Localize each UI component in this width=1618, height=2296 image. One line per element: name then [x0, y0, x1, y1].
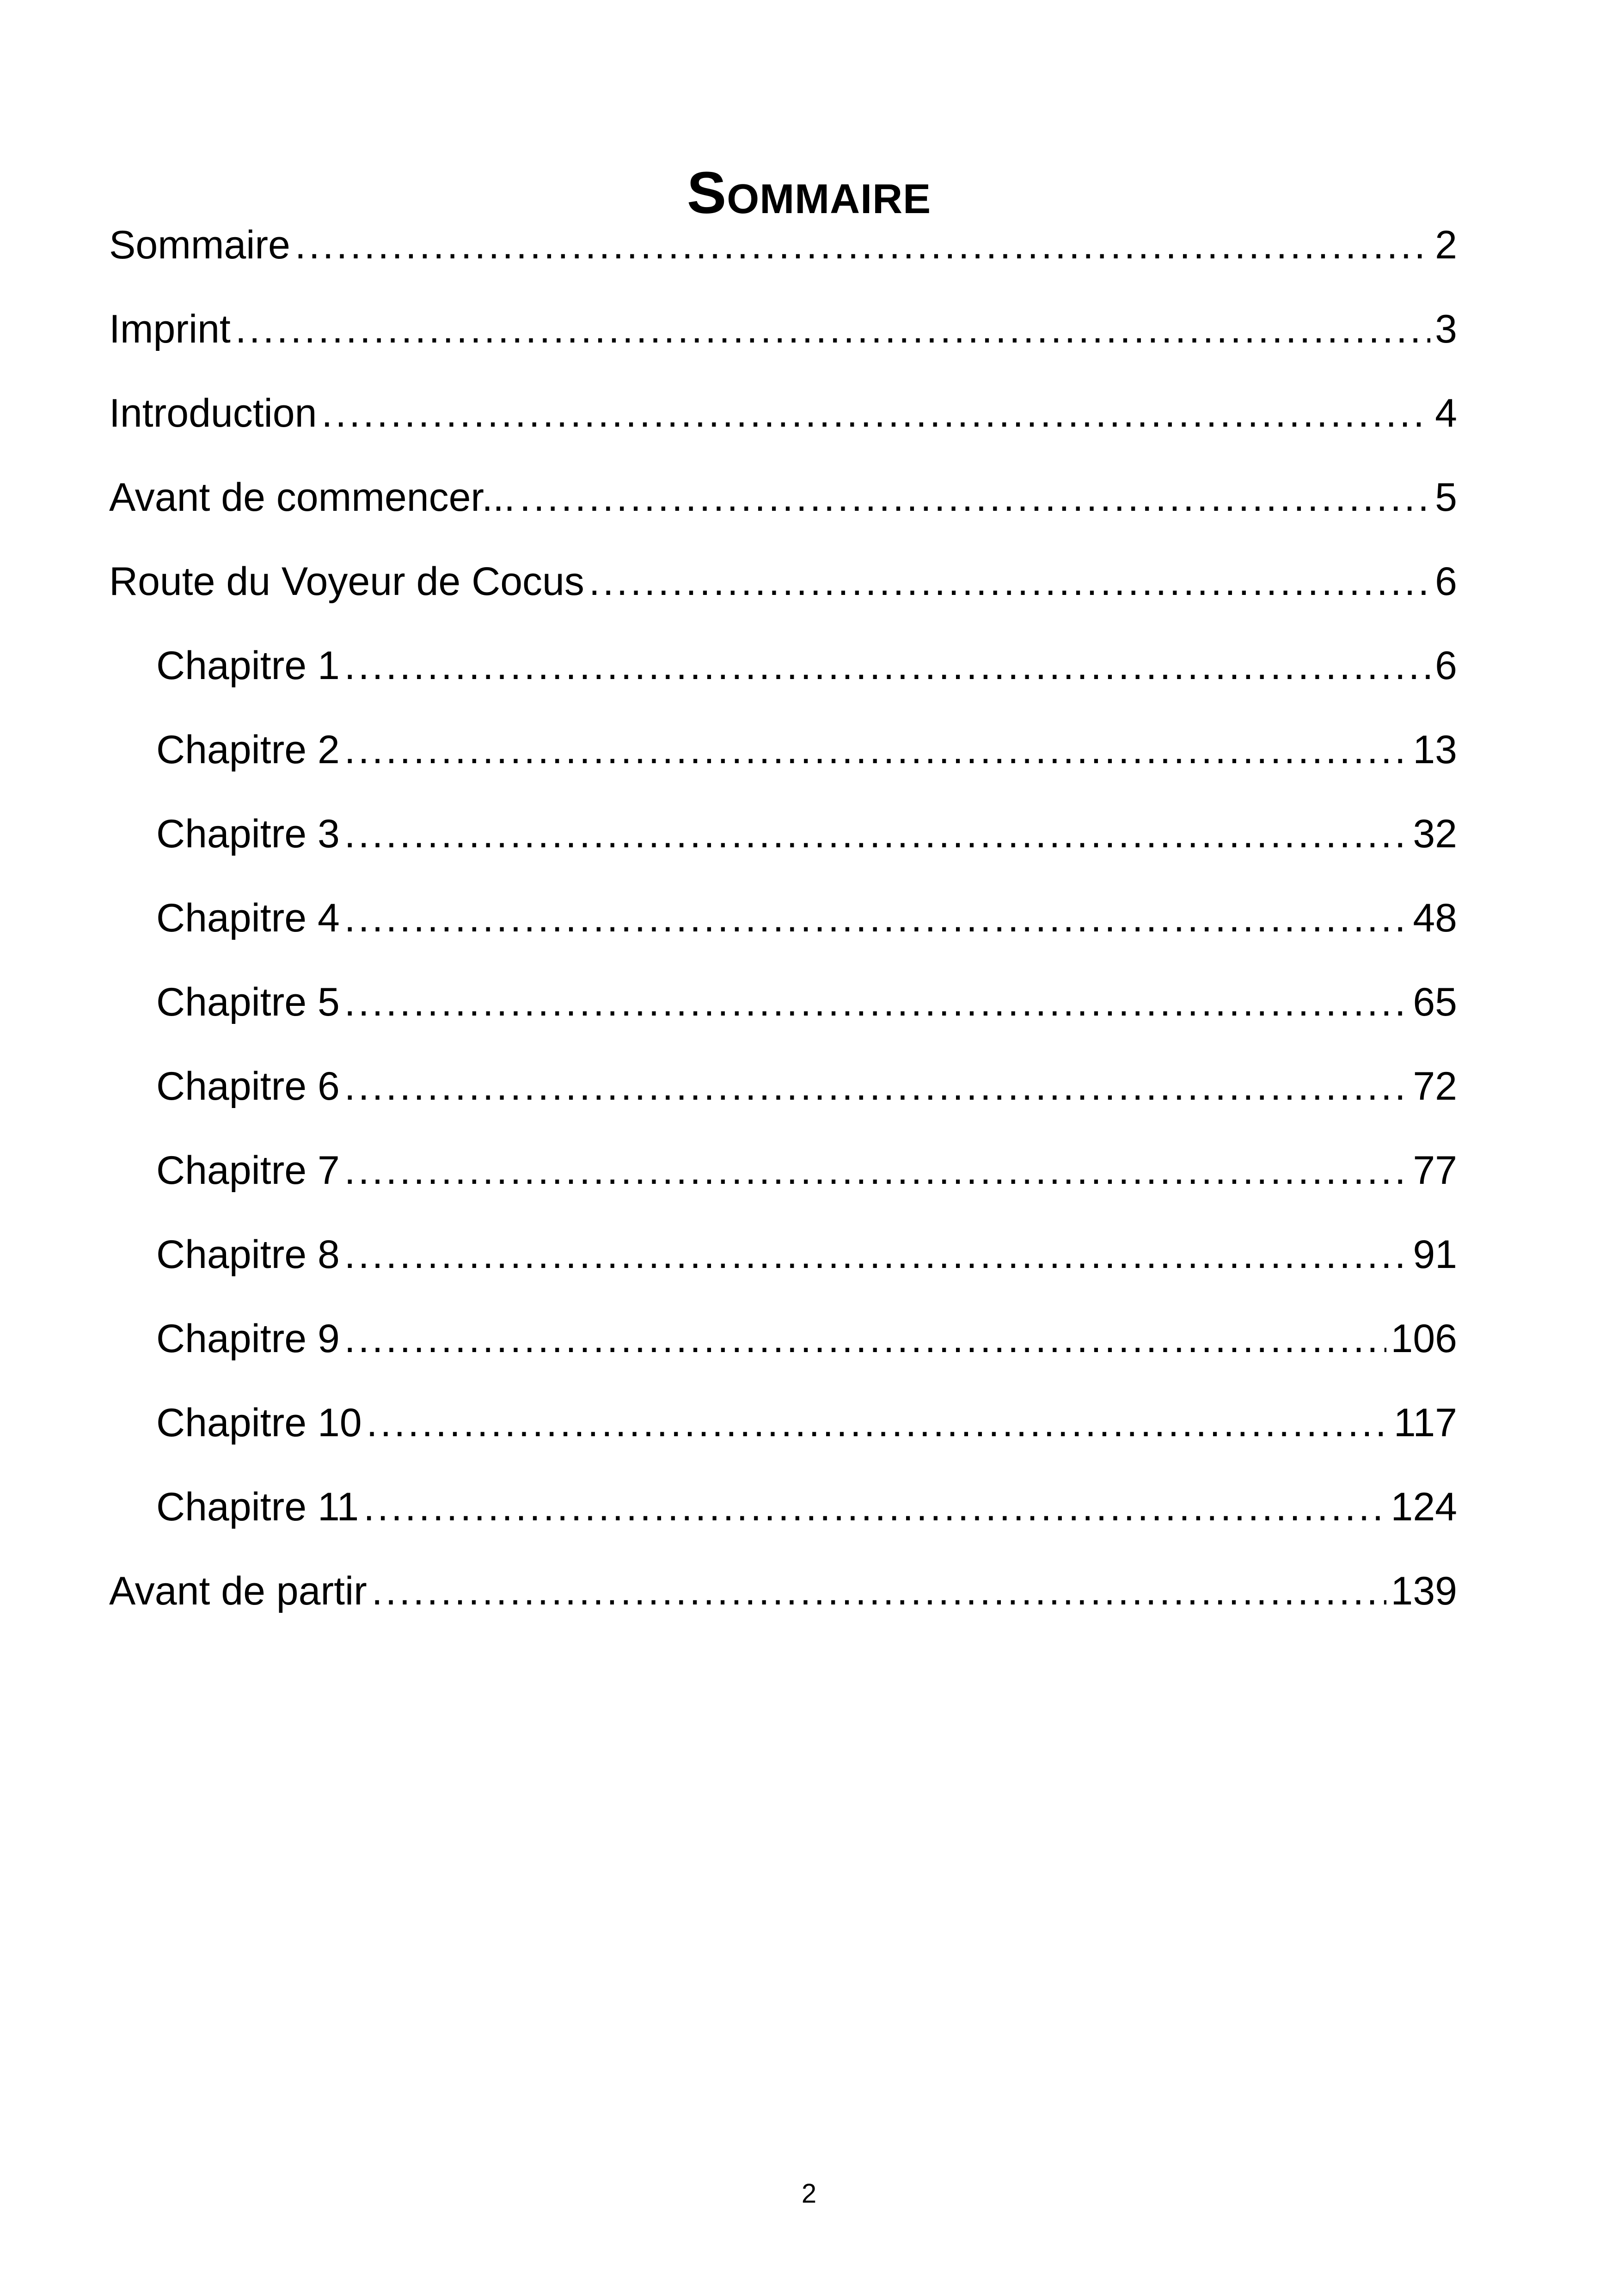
toc-dot-leader	[589, 554, 1430, 609]
toc-entry-page: 91	[1413, 1232, 1457, 1277]
toc-entry[interactable]	[109, 470, 1457, 554]
toc-entry[interactable]	[109, 1479, 1457, 1563]
toc-entry-page: 65	[1413, 980, 1457, 1024]
toc-entry-label: Chapitre 7	[156, 1148, 340, 1193]
toc-entry-page: 48	[1413, 896, 1457, 940]
toc-entry[interactable]	[109, 890, 1457, 974]
toc-dot-leader	[321, 386, 1430, 441]
toc-entry-page: 2	[1435, 223, 1457, 267]
toc-entry-label: Route du Voyeur de Cocus	[109, 559, 584, 604]
toc-dot-leader	[372, 1563, 1386, 1619]
toc-entry[interactable]	[109, 1059, 1457, 1143]
toc-entry-label: Chapitre 8	[156, 1232, 340, 1277]
toc-entry[interactable]	[109, 1143, 1457, 1227]
toc-dot-leader	[367, 1395, 1389, 1451]
toc-entry[interactable]	[109, 386, 1457, 470]
toc-entry-page: 4	[1435, 391, 1457, 435]
toc-entry[interactable]	[109, 1563, 1457, 1647]
toc-dot-leader	[344, 1143, 1409, 1198]
toc-entry-page: 139	[1391, 1569, 1457, 1613]
toc-dot-leader	[344, 722, 1409, 778]
toc-entry[interactable]	[109, 722, 1457, 806]
toc-entry-page: 32	[1413, 812, 1457, 856]
toc-entry-page: 3	[1435, 307, 1457, 351]
toc-entry-page: 77	[1413, 1148, 1457, 1193]
toc-entry-label: Chapitre 3	[156, 812, 340, 856]
toc-entry[interactable]	[109, 301, 1457, 386]
toc-entry-page: 106	[1391, 1316, 1457, 1361]
toc-entry-page: 13	[1413, 728, 1457, 772]
toc-dot-leader	[344, 638, 1430, 693]
toc-entry-label: Introduction	[109, 391, 317, 435]
toc-entry[interactable]	[109, 974, 1457, 1059]
toc-dot-leader	[344, 1059, 1409, 1114]
toc-dot-leader	[520, 470, 1430, 525]
toc-entry-label: Chapitre 5	[156, 980, 340, 1024]
toc-dot-leader	[344, 1227, 1409, 1282]
toc-entry-label: Sommaire	[109, 223, 290, 267]
toc-dot-leader	[363, 1479, 1386, 1535]
toc-entry-label: Chapitre 11	[156, 1485, 359, 1529]
toc-entry-page: 72	[1413, 1064, 1457, 1108]
toc-entry-label: Imprint	[109, 307, 231, 351]
toc-entry-page: 117	[1393, 1401, 1457, 1445]
toc-entry-label: Chapitre 10	[156, 1401, 362, 1445]
toc-entry-label: Chapitre 1	[156, 643, 340, 688]
page-number: 2	[801, 2179, 817, 2209]
toc-entry-label: Avant de partir	[109, 1569, 367, 1613]
toc-entry-page: 124	[1391, 1485, 1457, 1529]
toc-entry[interactable]	[109, 806, 1457, 890]
toc-entry-label: Chapitre 4	[156, 896, 340, 940]
toc-entry[interactable]	[109, 1227, 1457, 1311]
toc-entry[interactable]	[109, 217, 1457, 301]
toc-entry-page: 5	[1435, 475, 1457, 520]
toc-entry-page: 6	[1435, 559, 1457, 604]
toc-dot-leader	[344, 1311, 1386, 1366]
toc-entry[interactable]	[109, 1395, 1457, 1479]
toc-entry[interactable]	[109, 638, 1457, 722]
toc-entry-label: Avant de commencer...	[109, 475, 515, 520]
toc-dot-leader	[344, 974, 1409, 1030]
page-title: Sommaire	[686, 159, 932, 226]
table-of-contents	[109, 217, 1457, 1647]
toc-entry[interactable]	[109, 554, 1457, 638]
toc-entry-page: 6	[1435, 643, 1457, 688]
toc-dot-leader	[295, 217, 1430, 273]
toc-dot-leader	[344, 890, 1409, 946]
toc-entry-label: Chapitre 9	[156, 1316, 340, 1361]
toc-entry-label: Chapitre 6	[156, 1064, 340, 1108]
toc-dot-leader	[235, 301, 1430, 357]
toc-dot-leader	[344, 806, 1409, 862]
toc-entry[interactable]	[109, 1311, 1457, 1395]
toc-entry-label: Chapitre 2	[156, 728, 340, 772]
